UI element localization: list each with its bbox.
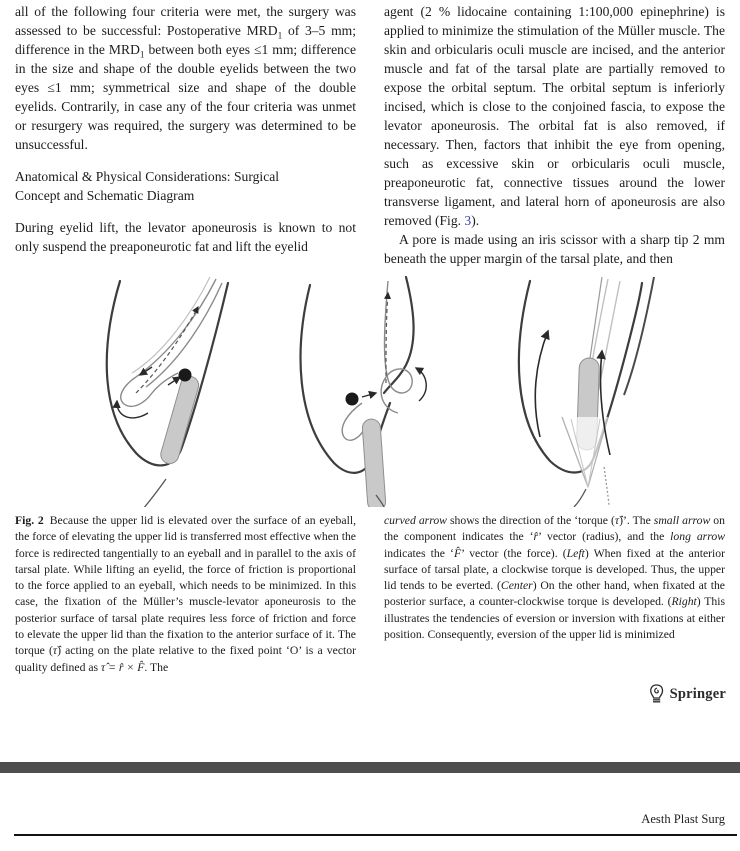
publisher-name: Springer	[669, 685, 726, 702]
body-paragraph: During eyelid lift, the levator aponeurosis is known to not only suspend the preaponeurotic fat and lift the eyelid	[15, 220, 356, 254]
figure-reference-link[interactable]: 3	[464, 213, 472, 228]
publisher-mark	[648, 684, 726, 704]
page-divider-bar	[0, 762, 740, 773]
caption-paragraph: Fig. 2 Because the upper lid is elevated over the surface of an eyeball, the force of elevating the upper lid is transferred most effective when the force is redirected tangentially to an eyeball and in parallel to the axis of tarsal plate. While lifting an eyelid, the force of friction is proportional to the force applied to an eyeball, which needs to be minimized. In this case, the fixation of the Müller’s muscle-levator aponeurosis to the posterior surface of tarsal plate requires less force of friction and force to elevate the upper lid than the fixation to the anterior surface of it. The torque (τ̂) acting on the plate relative to the fixed point ‘O’ is a vector quality defined as τ̂ = r̂ × F̂. The	[15, 514, 357, 674]
figure-caption-right	[384, 513, 725, 643]
section-heading-line2: Concept and Schematic Diagram	[15, 188, 195, 203]
figure-caption-left	[15, 513, 356, 676]
eversion-minimized-diagram	[490, 271, 690, 507]
body-paragraph: agent (2 % lidocaine containing 1:100,000 epinephrine) is applied to minimize the stimulation of the Müller muscle. The skin and orbicularis oculi muscle are incised, and the anterior muscle and fat of the tarsal plate are partially removed to expose the orbital septum. The orbital septum is inferiorly incised, which is close to the conjoined fascia, to expose the levator aponeurosis. The orbital fat is also removed, if necessary. Then, factors that inhibit the eye from opening, such as excessive skin or orbicularis oculi muscle, preaponeurotic fat, connective tissues around the lower transverse ligament, and lateral horn of aponeurosis are also removed (Fig. 3).	[384, 4, 725, 228]
section-heading	[15, 167, 356, 205]
right-text-column	[384, 2, 725, 268]
body-paragraph: A pore is made using an iris scissor with a sharp tip 2 mm beneath the upper margin of the tarsal plate, and then	[384, 232, 725, 266]
footer-rule	[14, 834, 737, 836]
body-paragraph: all of the following four criteria were met, the surgery was assessed to be successful: Postoperative $MRD_1$ of 3–5 mm; difference in the $MRD_1$ between both eyes ≤1 mm; difference in the size and shape of the double eyelids between the two eyes ≤1 mm; symmetrical size and shape of the double eyelids. Contrarily, in case any of the four criteria was unmet or resurgery was required, the surgery was determined to be unsuccessful.	[15, 4, 356, 152]
left-text-column	[15, 2, 356, 256]
section-heading-line1: Anatomical & Physical Considerations: Surgical	[15, 169, 280, 184]
posterior-fixation-diagram	[288, 271, 488, 507]
anterior-fixation-diagram	[86, 271, 286, 507]
figure-2	[86, 271, 690, 507]
journal-running-title: Aesth Plast Surg	[641, 812, 725, 826]
caption-paragraph: curved arrow shows the direction of the ‘torque (τ̂)’. The small arrow on the component indicates the ‘r̂’ vector (radius), and the long arrow indicates the ‘F̂’ vector (the force). (Left) When fixed at the anterior surface of tarsal plate, a clockwise torque is developed. Thus, the upper lid tends to be everted. (Center) On the other hand, when fixated at the posterior surface, a counter-clockwise torque is developed. (Right) This illustrates the tendencies of eversion or inversion with fixations at either position. Consequently, eversion of the upper lid is minimized	[384, 514, 726, 642]
springer-logo-icon	[648, 684, 665, 704]
